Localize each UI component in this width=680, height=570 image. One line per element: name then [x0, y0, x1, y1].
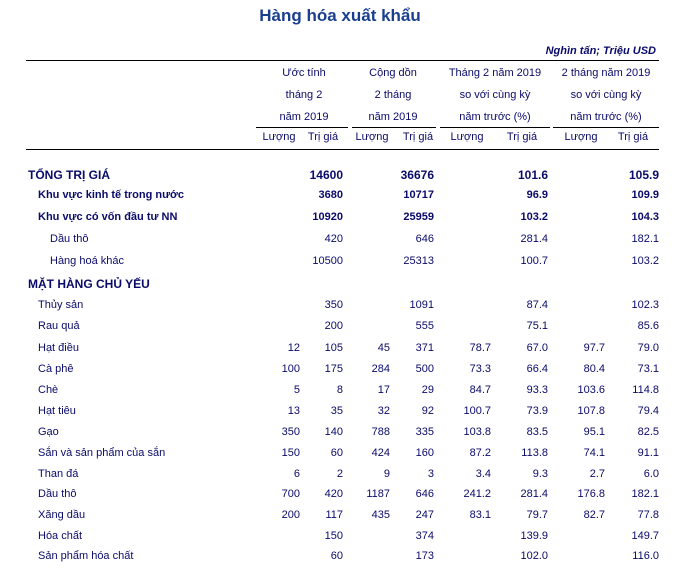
- cell-quantity: 80.4: [583, 363, 605, 375]
- row-label: Gạo: [38, 426, 59, 438]
- table-row: [0, 447, 680, 467]
- group-header-2m-yoy: [553, 62, 659, 128]
- row-label: Dầu thô: [50, 233, 89, 245]
- cell-value: 60: [330, 447, 343, 459]
- cell-quantity: 200: [281, 509, 300, 521]
- cell-value: 555: [415, 320, 434, 332]
- cell-value: 1091: [409, 299, 434, 311]
- cell-value: 102.3: [631, 299, 659, 311]
- table-row: [0, 342, 680, 362]
- cell-quantity: 284: [371, 363, 390, 375]
- cell-value: 350: [324, 299, 343, 311]
- cell-quantity: 107.8: [577, 405, 605, 417]
- cell-quantity: 17: [377, 384, 390, 396]
- cell-value: 646: [415, 233, 434, 245]
- cell-value: 374: [415, 530, 434, 542]
- cell-value: 73.1: [637, 363, 659, 375]
- table-row: [0, 255, 680, 275]
- cell-value: 29: [421, 384, 434, 396]
- group-underline: [440, 127, 550, 128]
- cell-value: 96.9: [526, 189, 548, 201]
- group-header-line: so với cùng kỳ: [570, 89, 642, 101]
- cell-quantity: 2.7: [589, 468, 605, 480]
- cell-value: 2: [336, 468, 343, 480]
- cell-quantity: 74.1: [583, 447, 605, 459]
- table-row: [0, 384, 680, 404]
- cell-quantity: 97.7: [583, 342, 605, 354]
- group-header-line: 2 tháng năm 2019: [561, 67, 651, 79]
- cell-value: 91.1: [637, 447, 659, 459]
- cell-value: 103.2: [520, 211, 548, 223]
- subheader-value: Trị giá: [506, 131, 538, 143]
- cell-quantity: 45: [377, 342, 390, 354]
- subheader-quantity: Lượng: [355, 131, 389, 143]
- cell-value: 10500: [312, 255, 343, 267]
- cell-value: 9.3: [532, 468, 548, 480]
- cell-quantity: 176.8: [577, 488, 605, 500]
- cell-value: 200: [324, 320, 343, 332]
- table-row: [0, 530, 680, 550]
- cell-value: 116.0: [632, 550, 659, 562]
- cell-value: 79.4: [637, 405, 659, 417]
- cell-value: 79.7: [526, 509, 548, 521]
- row-label: Sắn và sản phẩm của sắn: [38, 447, 166, 459]
- group-header-line: năm trước (%): [459, 111, 531, 123]
- cell-value: 420: [324, 233, 343, 245]
- group-header-line: năm 2019: [368, 111, 418, 123]
- header-divider: [26, 149, 659, 150]
- row-label: Hóa chất: [38, 530, 83, 542]
- cell-quantity: 83.1: [469, 509, 491, 521]
- cell-value: 83.5: [526, 426, 548, 438]
- row-label: TỔNG TRỊ GIÁ: [28, 168, 110, 182]
- cell-value: 79.0: [637, 342, 659, 354]
- table-row: [0, 211, 680, 231]
- cell-value: 281.4: [520, 233, 548, 245]
- group-underline: [256, 127, 348, 128]
- cell-value: 104.3: [631, 211, 659, 223]
- cell-quantity: 5: [293, 384, 300, 396]
- cell-value: 420: [324, 488, 343, 500]
- cell-quantity: 73.3: [469, 363, 491, 375]
- row-label: Sản phẩm hóa chất: [38, 550, 134, 562]
- table-row: [0, 189, 680, 209]
- cell-quantity: 9: [383, 468, 390, 480]
- row-label: Dầu thô: [38, 488, 77, 500]
- cell-value: 247: [415, 509, 434, 521]
- subheader-value: Trị giá: [617, 131, 649, 143]
- cell-quantity: 12: [287, 342, 300, 354]
- subheader-value: Trị giá: [402, 131, 434, 143]
- group-header-line: so với cùng kỳ: [459, 89, 531, 101]
- subheader-quantity: Lượng: [564, 131, 598, 143]
- subheader-quantity: Lượng: [450, 131, 484, 143]
- cell-quantity: 435: [371, 509, 390, 521]
- cell-value: 335: [415, 426, 434, 438]
- cell-value: 371: [415, 342, 434, 354]
- group-header-cumulative: [350, 62, 436, 128]
- cell-value: 109.9: [631, 189, 659, 201]
- cell-value: 150: [324, 530, 343, 542]
- group-header-estimate: [256, 62, 352, 128]
- table-row: [0, 168, 680, 188]
- subheader-value: Trị giá: [307, 131, 339, 143]
- row-label: MẶT HÀNG CHỦ YẾU: [28, 277, 150, 291]
- cell-quantity: 150: [281, 447, 300, 459]
- cell-quantity: 100: [281, 363, 300, 375]
- row-label: Thủy sản: [38, 299, 84, 311]
- cell-quantity: 32: [377, 405, 390, 417]
- group-header-line: 2 tháng: [374, 89, 412, 101]
- cell-value: 105.9: [628, 168, 659, 182]
- subheader-quantity: Lượng: [262, 131, 296, 143]
- table-row: [0, 426, 680, 446]
- table-row: [0, 405, 680, 425]
- cell-quantity: 13: [287, 405, 300, 417]
- cell-quantity: 87.2: [469, 447, 491, 459]
- table-row: [0, 550, 680, 570]
- unit-note: Nghìn tấn; Triệu USD: [545, 45, 656, 57]
- cell-value: 140: [324, 426, 343, 438]
- cell-value: 14600: [309, 168, 343, 182]
- cell-quantity: 103.6: [577, 384, 605, 396]
- cell-quantity: 3.4: [475, 468, 491, 480]
- cell-value: 105: [324, 342, 343, 354]
- cell-value: 93.3: [526, 384, 548, 396]
- row-label: Chè: [38, 384, 59, 396]
- row-label: Rau quả: [38, 320, 80, 332]
- table-row: [0, 363, 680, 383]
- cell-quantity: 424: [371, 447, 390, 459]
- cell-value: 500: [415, 363, 434, 375]
- group-underline: [553, 127, 659, 128]
- row-label: Hạt điều: [38, 342, 79, 354]
- cell-value: 10717: [403, 189, 434, 201]
- group-header-line: Ước tính: [282, 67, 326, 79]
- cell-quantity: 241.2: [463, 488, 491, 500]
- cell-value: 60: [330, 550, 343, 562]
- cell-quantity: 1187: [366, 488, 390, 500]
- cell-value: 113.8: [521, 447, 548, 459]
- cell-quantity: 350: [281, 426, 300, 438]
- group-header-line: năm 2019: [279, 111, 329, 123]
- table-row: [0, 233, 680, 253]
- cell-quantity: 788: [371, 426, 390, 438]
- cell-value: 117: [325, 509, 343, 521]
- table-row: [0, 320, 680, 340]
- cell-value: 8: [336, 384, 343, 396]
- cell-value: 6.0: [643, 468, 659, 480]
- cell-value: 139.9: [520, 530, 548, 542]
- group-underline: [352, 127, 436, 128]
- cell-quantity: 100.7: [463, 405, 491, 417]
- cell-value: 10920: [312, 211, 343, 223]
- cell-value: 175: [324, 363, 343, 375]
- cell-value: 75.1: [526, 320, 548, 332]
- cell-value: 100.7: [520, 255, 548, 267]
- page-title: Hàng hóa xuất khẩu: [259, 6, 421, 25]
- cell-value: 3680: [318, 189, 343, 201]
- group-header-line: Cộng dồn: [369, 67, 417, 79]
- cell-value: 25959: [403, 211, 434, 223]
- cell-value: 73.9: [526, 405, 548, 417]
- cell-value: 103.2: [631, 255, 659, 267]
- cell-value: 646: [415, 488, 434, 500]
- cell-value: 149.7: [631, 530, 659, 542]
- cell-value: 82.5: [637, 426, 659, 438]
- table-row: [0, 509, 680, 529]
- cell-quantity: 6: [293, 468, 300, 480]
- table-row: [0, 299, 680, 319]
- cell-value: 25313: [403, 255, 434, 267]
- row-label: Khu vực kinh tế trong nước: [38, 189, 184, 201]
- cell-quantity: 84.7: [469, 384, 491, 396]
- cell-value: 160: [415, 447, 434, 459]
- cell-value: 182.1: [631, 233, 659, 245]
- table-row: [0, 468, 680, 488]
- group-header-line: Tháng 2 năm 2019: [448, 67, 542, 79]
- cell-value: 36676: [400, 168, 434, 182]
- cell-value: 87.4: [526, 299, 548, 311]
- cell-quantity: 103.8: [463, 426, 491, 438]
- cell-value: 114.8: [632, 384, 659, 396]
- cell-value: 67.0: [526, 342, 548, 354]
- cell-quantity: 78.7: [469, 342, 491, 354]
- row-label: Hạt tiêu: [38, 405, 76, 417]
- group-header-line: tháng 2: [285, 89, 323, 101]
- cell-value: 281.4: [520, 488, 548, 500]
- cell-value: 35: [330, 405, 343, 417]
- cell-value: 182.1: [631, 488, 659, 500]
- table-row: [0, 488, 680, 508]
- cell-quantity: 700: [281, 488, 300, 500]
- top-divider: [26, 60, 659, 61]
- row-label: Xăng dầu: [38, 509, 86, 521]
- row-label: Than đá: [38, 468, 79, 480]
- cell-value: 85.6: [637, 320, 659, 332]
- table-row: [0, 277, 680, 297]
- row-label: Cà phê: [38, 363, 74, 375]
- cell-value: 92: [421, 405, 434, 417]
- cell-value: 173: [415, 550, 434, 562]
- cell-value: 3: [427, 468, 434, 480]
- cell-value: 101.6: [517, 168, 548, 182]
- cell-value: 102.0: [520, 550, 548, 562]
- row-label: Khu vực có vốn đầu tư NN: [38, 211, 178, 223]
- group-header-feb-yoy: [440, 62, 550, 128]
- cell-quantity: 82.7: [583, 509, 605, 521]
- row-label: Hàng hoá khác: [50, 255, 124, 267]
- group-header-line: năm trước (%): [570, 111, 642, 123]
- cell-quantity: 95.1: [583, 426, 605, 438]
- cell-value: 77.8: [637, 509, 659, 521]
- cell-value: 66.4: [526, 363, 548, 375]
